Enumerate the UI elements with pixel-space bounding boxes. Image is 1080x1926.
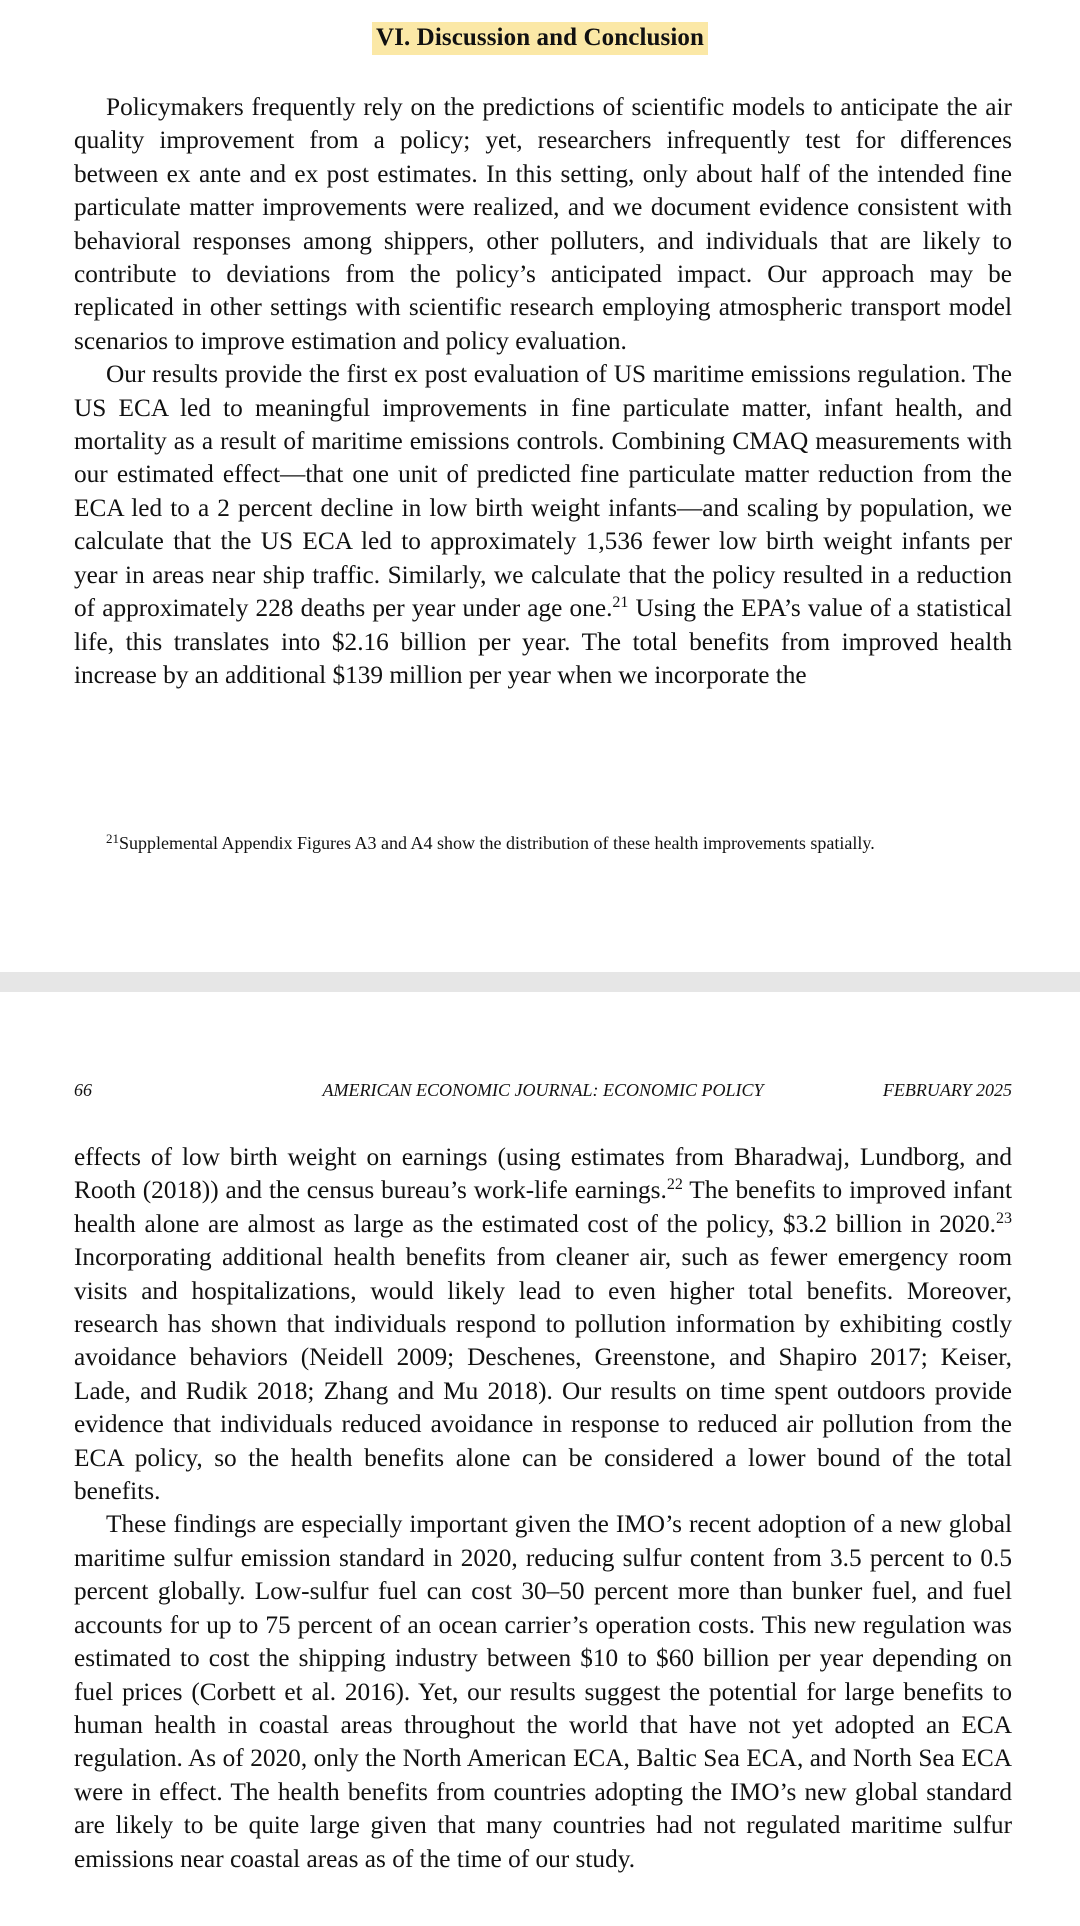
section-heading-text: VI. Discussion and Conclusion bbox=[372, 22, 708, 55]
footnote-21 bbox=[106, 832, 875, 854]
footnote-ref-21[interactable]: 21 bbox=[612, 594, 629, 612]
journal-title: AMERICAN ECONOMIC JOURNAL: ECONOMIC POLICY bbox=[322, 1080, 764, 1100]
footnote-number: 21 bbox=[106, 831, 119, 846]
page-separator bbox=[0, 972, 1080, 992]
footnote-ref-23[interactable]: 23 bbox=[996, 1209, 1012, 1227]
bottom-body-text bbox=[74, 1141, 1012, 1876]
running-header bbox=[74, 1080, 1012, 1104]
footnote-text: Supplemental Appendix Figures A3 and A4 show the distribution of these health improvements spatially. bbox=[119, 833, 875, 853]
paragraph-benefits: effects of low birth weight on earnings (using estimates from Bharadwaj, Lundborg, and Rooth (2018)) and the census bureau’s work-life earnings.$^{22}$ The benefits to improved infant health alone are almost as large as the estimated cost of the policy, $3.2 billion in 2020.23 Incorporating additional health benefits from cleaner air, such as fewer emergency room visits and hospitalizations, would likely lead to even higher total benefits. Moreover, research has shown that individuals respond to pollution information by exhibiting costly avoidance behaviors (Neidell 2009; Deschenes, Greenstone, and Shapiro 2017; Keiser, Lade, and Rudik 2018; Zhang and Mu 2018). Our results on time spent outdoors provide evidence that individuals reduced avoidance in response to reduced air pollution from the ECA policy, so the health benefits alone can be considered a lower bound of the total benefits. bbox=[74, 1143, 1012, 1506]
issue-date: FEBRUARY 2025 bbox=[882, 1080, 1012, 1100]
section-heading bbox=[0, 24, 1080, 52]
page-number: 66 bbox=[74, 1080, 92, 1100]
paragraph-results: Our results provide the first ex post evaluation of US maritime emissions regulation. The US ECA led to meaningful improvements in fine particulate matter, infant health, and mortality as a result of maritime emissions controls. Combining CMAQ measurements with our estimated effect—that one unit of predicted fine particulate matter reduction from the ECA led to a 2 percent decline in low birth weight infants—and scaling by population, we calculate that the US ECA led to approximately 1,536 fewer low birth weight infants per year in areas near ship traffic. Similarly, we calculate that the policy resulted in a reduction of approximately 228 deaths per year under age one.$^{21}$ Using the EPA’s value of a statistical life, this translates into $2.16 billion per year. The total benefits from improved health increase by an additional $139 million per year when we incorporate the bbox=[74, 360, 1012, 689]
top-body-text bbox=[74, 91, 1012, 692]
paragraph-findings: These findings are especially important given the IMO’s recent adoption of a new global maritime sulfur emission standard in 2020, reducing sulfur content from 3.5 percent to 0.5 percent globally. Low-sulfur fuel can cost 30–50 percent more than bunker fuel, and fuel accounts for up to 75 percent of an ocean carrier’s operation costs. This new regulation was estimated to cost the shipping industry between $10 to $60 billion per year depending on fuel prices (Corbett et al. 2016). Yet, our results suggest the potential for large benefits to human health in coastal areas throughout the world that have not yet adopted an ECA regulation. As of 2020, only the North American ECA, Baltic Sea ECA, and North Sea ECA were in effect. The health benefits from countries adopting the IMO’s new global standard are likely to be quite large given that many countries had not regulated maritime sulfur emissions near coastal areas as of the time of our study. bbox=[74, 1510, 1012, 1873]
footnote-ref-22[interactable]: 22 bbox=[666, 1176, 683, 1194]
paragraph-intro: Policymakers frequently rely on the predictions of scientific models to anticipate the air quality improvement from a policy; yet, researchers infrequently test for differences between ex ante and ex post estimates. In this setting, only about half of the intended fine particulate matter improvements were realized, and we document evidence consistent with behavioral responses among shippers, other polluters, and individuals that are likely to contribute to deviations from the policy’s anticipated impact. Our approach may be replicated in other settings with scientific research employing atmospheric transport model scenarios to improve estimation and policy evaluation. bbox=[74, 93, 1012, 355]
